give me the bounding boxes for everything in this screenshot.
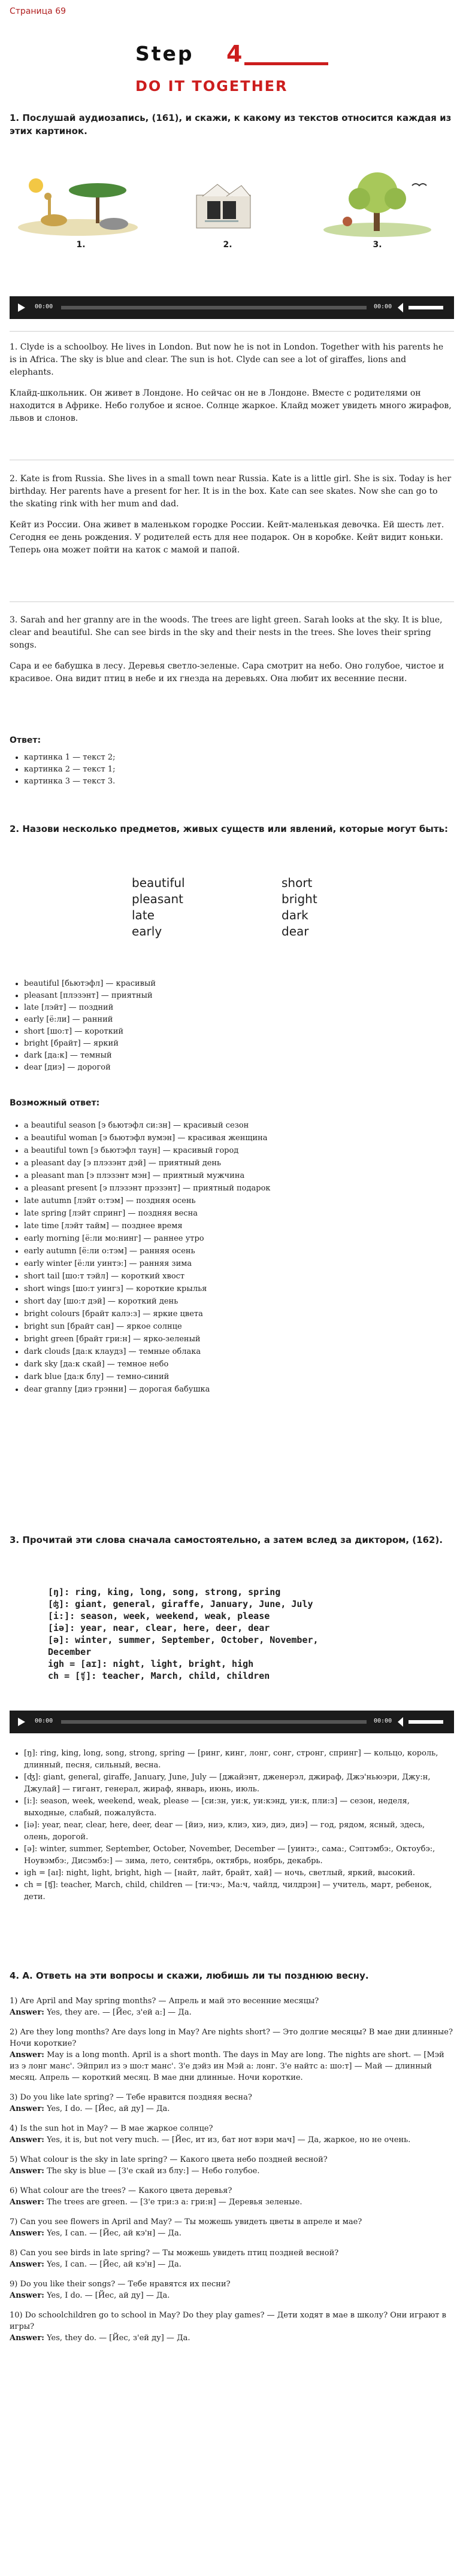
list-item: • [i:]: season, week, weekend, weak, please — [си:зн, уи:к, уи:кэнд, уи:к, пли:з] — сезон, неделя, выходные, слабый, пожалуйста. xyxy=(24,1796,453,1819)
text-2-en: 2. Kate is from Russia. She lives in a small town near Russia. Kate is a little girl. She is six. Today is her birthday. Her parents have a present for her. It is in the box. Kate can see skates. Now she can go to the skating rink with her mum and dad. xyxy=(10,474,452,509)
page-number: Страница 69 xyxy=(10,7,66,16)
answer: Answer: Yes, I do. — [Йес, ай ду] — Да. xyxy=(10,2104,170,2113)
list-item: • dark sky [да:к скай] — темное небо xyxy=(24,1358,453,1371)
phonetic-row: [ə]: winter, summer, September, October, November, xyxy=(48,1635,319,1645)
phonetic-explanation-list xyxy=(10,1748,453,1903)
answer: Answer: Yes, they do. — [Йес, з'ей ду] — Да. xyxy=(10,2334,190,2343)
answer: Answer: Yes, it is, but not very much. — [Йес, ит из, бат нот вэри мач] — Да, жаркое, но не очень. xyxy=(10,2135,411,2144)
list-item: • early winter [ё:ли уинтэ:] — ранняя зима xyxy=(24,1257,453,1270)
list-item: • картинка 1 — текст 2; xyxy=(24,752,453,764)
adjective: dear xyxy=(282,924,309,938)
step-underline xyxy=(244,62,328,65)
phonetic-row: [iə]: year, near, clear, here, deer, dear xyxy=(48,1623,270,1633)
text-2-ru: Кейт из России. Она живет в маленьком городке России. Кейт-маленькая девочка. Ей шесть лет. Сегодня ее день рождения. У родителей есть для нее подарок. Он в коробке. Кейт видит коньки. Теперь она может пойти на каток с мамой и папой. xyxy=(10,520,444,555)
current-time: 00:00 xyxy=(35,1718,53,1724)
volume-slider[interactable] xyxy=(408,306,443,309)
current-time: 00:00 xyxy=(35,303,53,310)
play-icon[interactable] xyxy=(18,1718,25,1726)
text-1 xyxy=(10,341,453,425)
list-item: • early [ё:ли] — ранний xyxy=(24,1014,453,1026)
list-item: • beautiful [бьютэфл] — красивый xyxy=(24,978,453,990)
answer: Answer: Yes, they are. — [Йес, з'ей а:] — Да. xyxy=(10,2008,192,2017)
task1-pictures xyxy=(12,172,443,253)
list-item: • a pleasant present [э плэзэнт прэзэнт] — приятный подарок xyxy=(24,1182,453,1195)
volume-icon[interactable] xyxy=(398,303,403,312)
question: 4) Is the sun hot in May? — В мае жаркое солнце? xyxy=(10,2124,213,2133)
list-item: • late [лэйт] — поздний xyxy=(24,1002,453,1014)
phonetic-row: [i:]: season, week, weekend, weak, please xyxy=(48,1611,270,1621)
step-header xyxy=(133,42,331,108)
question: 2) Are they long months? Are days long in May? Are nights short? — Это долгие месяцы? В мае дни длинные? Ночи короткие? xyxy=(10,2028,453,2048)
list-item: • short wings [шо:т уингз] — короткие крылья xyxy=(24,1283,453,1295)
task2-title: 2. Назови несколько предметов, живых существ или явлений, которые могут быть: xyxy=(10,824,449,834)
question: 5) What colour is the sky in late spring? — Какого цвета небо поздней весной? xyxy=(10,2155,328,2164)
list-item: • dear [диэ] — дорогой xyxy=(24,1062,453,1074)
progress-bar[interactable] xyxy=(61,1720,367,1724)
adjective: short xyxy=(282,876,313,890)
africa-picture xyxy=(12,172,144,238)
question: 10) Do schoolchildren go to school in May? Do they play games? — Дети ходят в мае в школу? Они играют в игры? xyxy=(10,2311,446,2331)
question: 8) Can you see birds in late spring? — Ты можешь увидеть птиц поздней весной? xyxy=(10,2249,339,2258)
picture-label-3: 3. xyxy=(373,240,382,250)
text-3-ru: Сара и ее бабушка в лесу. Деревья светло-зеленые. Сара смотрит на небо. Оно голубое, чистое и красивое. Она видит птиц в небе и их гнезда на деревьях. Она любит их весенние песни. xyxy=(10,661,444,684)
adjective: pleasant xyxy=(132,892,184,906)
list-item: • late spring [лэйт спринг] — поздняя весна xyxy=(24,1207,453,1220)
list-item: • картинка 2 — текст 1; xyxy=(24,764,453,776)
answer: Answer: May is a long month. April is a short month. The days in May are long. The nights are short. — [Мэй из э лонг манс'. Эйприл из э шо:т манс'. З'е дэйз ин Мэй а: лонг. З'е найтс а: шо:т] — Май — длинный месяц. Апрель — короткий месяц. В мае дни длинные. Ночи короткие. xyxy=(10,2051,444,2082)
possible-answer-label: Возможный ответ: xyxy=(10,1098,100,1108)
answer: Answer: Yes, I do. — [Йес, ай ду] — Да. xyxy=(10,2291,170,2300)
adjective: bright xyxy=(282,892,317,906)
answer: Answer: The sky is blue — [З'е скай из блу:] — Небо голубое. xyxy=(10,2167,260,2176)
list-item: • ch = [ʧ]: teacher, March, child, children — [ти:чэ:, Ма:ч, чайлд, чилдрэн] — учитель, март, ребенок, дети. xyxy=(24,1879,453,1903)
answer: Answer: Yes, I can. — [Йес, ай кэ'н] — Да. xyxy=(10,2229,181,2238)
question: 3) Do you like late spring? — Тебе нравится поздняя весна? xyxy=(10,2093,252,2102)
list-item: • early morning [ё:ли мо:нинг] — раннее утро xyxy=(24,1232,453,1245)
audio-player-162[interactable] xyxy=(10,1711,454,1733)
gift-picture xyxy=(161,172,292,238)
task3-title: 3. Прочитай эти слова сначала самостоятельно, а затем вслед за диктором, (162). xyxy=(10,1535,443,1545)
list-item: • a beautiful town [э бьютэфл таун] — красивый город xyxy=(24,1144,453,1157)
list-item: • a pleasant man [э плэзэнт мэн] — приятный мужчина xyxy=(24,1169,453,1182)
phonetic-row: ch = [ʧ]: teacher, March, child, children xyxy=(48,1670,270,1681)
progress-bar[interactable] xyxy=(61,306,367,309)
list-item: • bright sun [брайт сан] — яркое солнце xyxy=(24,1320,453,1333)
step-subtitle: DO IT TOGETHER xyxy=(135,78,288,95)
duration-time: 00:00 xyxy=(374,303,392,310)
list-item: • late autumn [лэйт о:тэм] — поздняя осень xyxy=(24,1195,453,1207)
list-item: • early autumn [ё:ли о:тэм] — ранняя осень xyxy=(24,1245,453,1257)
phonetic-row: [ŋ]: ring, king, long, song, strong, spring xyxy=(48,1587,281,1597)
play-icon[interactable] xyxy=(18,303,25,312)
list-item: • late time [лэйт тайм] — позднее время xyxy=(24,1220,453,1232)
list-item: • dark blue [да:к блу] — темно-синий xyxy=(24,1371,453,1383)
step-word: Step xyxy=(135,42,194,65)
list-item: • a beautiful woman [э бьютэфл вумэн] — красивая женщина xyxy=(24,1132,453,1144)
translation-list xyxy=(10,978,453,1074)
question: 7) Can you see flowers in April and May? — Ты можешь увидеть цветы в апреле и мае? xyxy=(10,2217,362,2226)
list-item: • [ʤ]: giant, general, giraffe, January, June, July — [джайэнт, дженерэл, джираф, Джэ'ньюэри, Джу:н, Джулай] — гигант, генерал, жираф, январь, июнь, июль. xyxy=(24,1772,453,1796)
list-item: • bright colours [брайт калэ:з] — яркие цвета xyxy=(24,1308,453,1320)
adjective: late xyxy=(132,908,155,922)
adjective: early xyxy=(132,924,162,938)
text-2 xyxy=(10,473,453,557)
task3-bullets xyxy=(10,1748,453,1903)
text-1-en: 1. Clyde is a schoolboy. He lives in London. But now he is not in London. Together with his parents he is in Africa. The sky is blue and clear. The sun is hot. Clyde can see a lot of giraffes, lions and elephants. xyxy=(10,342,444,377)
answer: Answer: Yes, I can. — [Йес, ай кэ'н] — Да. xyxy=(10,2260,181,2269)
phrase-list xyxy=(10,1119,453,1396)
volume-icon[interactable] xyxy=(398,1717,403,1727)
list-item: • картинка 3 — текст 3. xyxy=(24,776,453,788)
divider xyxy=(10,331,454,332)
adjective-column-2 xyxy=(282,875,317,940)
adjective-column-1 xyxy=(132,875,185,940)
step-number: 4 xyxy=(226,41,243,67)
list-item: • [iə]: year, near, clear, here, deer, dear — [йиэ, ниэ, клиэ, хиэ, диэ, диэ] — год, рядом, ясный, здесь, олень, дорогой. xyxy=(24,1819,453,1843)
phonetic-row: December xyxy=(48,1647,92,1657)
list-item: • a pleasant day [э плэзэнт дэй] — приятный день xyxy=(24,1157,453,1169)
possible-answer xyxy=(10,1096,453,1396)
answer: Answer: The trees are green. — [З'е три:з а: гри:н] — Деревья зеленые. xyxy=(10,2198,302,2207)
answer-label: Ответ: xyxy=(10,736,41,745)
list-item: • bright green [брайт гри:н] — ярко-зеленый xyxy=(24,1333,453,1345)
list-item: • short tail [шо:т тэйл] — короткий хвост xyxy=(24,1270,453,1283)
duration-time: 00:00 xyxy=(374,1718,392,1724)
list-item: • dear granny [диэ грэнни] — дорогая бабушка xyxy=(24,1383,453,1396)
list-item: • [ə]: winter, summer, September, October, November, December — [уинтэ:, сама:, Сэптэмбэ:, Октоубэ:, Ноувэмбэ:, Дисэмбэ:] — зима, лето, сентябрь, октябрь, ноябрь, декабрь. xyxy=(24,1843,453,1867)
phonetic-row: [ʤ]: giant, general, giraffe, January, June, July xyxy=(48,1599,313,1609)
text-1-ru: Клайд-школьник. Он живет в Лондоне. Но сейчас он не в Лондоне. Вместе с родителями он находится в Африке. Небо голубое и ясное. Солнце жаркое. Клайд может увидеть много жирафов, львов и слонов. xyxy=(10,388,452,423)
adjective: dark xyxy=(282,908,308,922)
phonetic-row: igh = [aɪ]: night, light, bright, high xyxy=(48,1658,254,1669)
spring-tree-picture xyxy=(311,172,443,238)
answer-list xyxy=(10,752,453,788)
list-item: • dark [да:к] — темный xyxy=(24,1050,453,1062)
question-answer-list xyxy=(10,1995,453,2344)
list-item: • short [шо:т] — короткий xyxy=(24,1026,453,1038)
adjective: beautiful xyxy=(132,876,185,890)
list-item: • dark clouds [да:к клаудз] — темные облака xyxy=(24,1345,453,1358)
task1-answer xyxy=(10,734,453,788)
picture-label-1: 1. xyxy=(76,240,86,250)
question: 1) Are April and May spring months? — Апрель и май это весенние месяцы? xyxy=(10,1997,319,2006)
list-item: • bright [брайт] — яркий xyxy=(24,1038,453,1050)
phonetics-table xyxy=(48,1586,431,1682)
list-item: • a beautiful season [э бьютэфл си:зн] — красивый сезон xyxy=(24,1119,453,1132)
picture-label-2: 2. xyxy=(223,240,232,250)
volume-slider[interactable] xyxy=(408,1720,443,1724)
text-3 xyxy=(10,614,453,685)
list-item: • pleasant [плэзэнт] — приятный xyxy=(24,990,453,1002)
list-item: • [ŋ]: ring, king, long, song, strong, spring — [ринг, кинг, лонг, сонг, стронг, спринг] — кольцо, король, длинный, песня, сильный, весна. xyxy=(24,1748,453,1772)
task1-title: 1. Послушай аудиозапись, (161), и скажи, к какому из текстов относится каждая из этих картинок. xyxy=(10,113,452,136)
list-item: • short day [шо:т дэй] — короткий день xyxy=(24,1295,453,1308)
task2-translations xyxy=(10,978,453,1074)
list-item: • igh = [aɪ]: night, light, bright, high — [найт, лайт, брайт, хай] — ночь, светлый, яркий, высокий. xyxy=(24,1867,453,1879)
question: 9) Do you like their songs? — Тебе нравятся их песни? xyxy=(10,2280,231,2289)
task4-title: 4. А. Ответь на эти вопросы и скажи, любишь ли ты позднюю весну. xyxy=(10,1970,369,1981)
text-3-en: 3. Sarah and her granny are in the woods. The trees are light green. Sarah looks at the sky. It is blue, clear and beautiful. She can see birds in the sky and their nests in the trees. She loves their spring songs. xyxy=(10,615,443,650)
audio-player-161[interactable] xyxy=(10,296,454,319)
question: 6) What colour are the trees? — Какого цвета деревья? xyxy=(10,2186,232,2195)
